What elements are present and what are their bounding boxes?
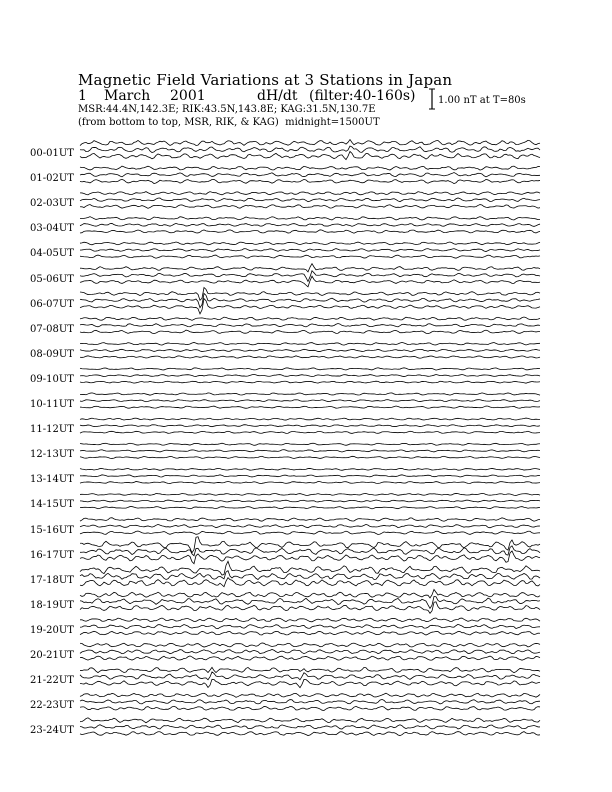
trace-kag-10-11UT (80, 393, 540, 395)
hour-label: 06-07UT (30, 298, 74, 310)
trace-kag-15-16UT (80, 518, 540, 522)
trace-rik-01-02UT (80, 173, 540, 177)
trace-kag-09-10UT (80, 368, 540, 370)
trace-rik-06-07UT (80, 293, 540, 307)
trace-kag-08-09UT (80, 342, 540, 345)
hour-label: 10-11UT (30, 399, 74, 410)
trace-msr-01-02UT (80, 179, 540, 183)
trace-msr-06-07UT (80, 299, 540, 314)
trace-rik-02-03UT (80, 198, 540, 202)
trace-rik-19-20UT (80, 624, 540, 628)
trace-msr-07-08UT (80, 330, 540, 334)
hour-label: 19-20UT (30, 624, 74, 636)
trace-rik-08-09UT (80, 349, 540, 351)
trace-msr-09-10UT (80, 381, 540, 383)
trace-kag-16-17UT (80, 537, 540, 553)
trace-rik-12-13UT (80, 450, 540, 452)
trace-kag-21-22UT (80, 667, 540, 672)
trace-rik-21-22UT (80, 672, 540, 680)
quantity-label: dH/dt (257, 88, 298, 104)
hour-label: 14-15UT (30, 499, 74, 511)
trace-rik-18-19UT (80, 596, 540, 608)
trace-rik-13-14UT (80, 475, 540, 477)
date-month: March (104, 88, 151, 104)
order-note: (from bottom to top, MSR, RIK, & KAG) (78, 117, 279, 128)
date-year: 2001 (170, 88, 206, 104)
trace-msr-08-09UT (80, 356, 540, 358)
trace-kag-00-01UT (80, 140, 540, 146)
trace-kag-12-13UT (80, 443, 540, 445)
trace-kag-07-08UT (80, 317, 540, 320)
hour-label: 11-12UT (30, 424, 74, 436)
hour-label: 20-21UT (30, 650, 74, 661)
hour-label: 23-24UT (30, 725, 74, 737)
trace-msr-22-23UT (80, 706, 540, 710)
trace-msr-10-11UT (80, 406, 540, 408)
trace-rik-03-04UT (80, 223, 540, 226)
hour-label: 21-22UT (30, 675, 74, 687)
trace-msr-17-18UT (80, 578, 540, 587)
trace-kag-19-20UT (80, 618, 540, 622)
trace-msr-04-05UT (80, 255, 540, 258)
trace-rik-10-11UT (80, 400, 540, 402)
station-coordinates: MSR:44.4N,142.3E; RIK:43.5N,143.8E; KAG:31.5N,130.7E (78, 104, 376, 115)
trace-kag-18-19UT (80, 589, 540, 597)
trace-msr-03-04UT (80, 230, 540, 233)
hour-label: 17-18UT (30, 574, 74, 586)
hour-label: 22-23UT (30, 700, 74, 712)
hour-label: 04-05UT (30, 248, 74, 260)
trace-msr-11-12UT (80, 431, 540, 433)
trace-kag-14-15UT (80, 493, 540, 495)
trace-msr-20-21UT (80, 656, 540, 660)
trace-msr-15-16UT (80, 531, 540, 534)
trace-msr-21-22UT (80, 679, 540, 687)
hour-label: 07-08UT (30, 323, 74, 335)
trace-msr-13-14UT (80, 481, 540, 483)
hour-label: 00-01UT (30, 148, 74, 159)
trace-msr-18-19UT (80, 602, 540, 613)
trace-rik-16-17UT (80, 546, 540, 556)
trace-rik-09-10UT (80, 374, 540, 376)
trace-kag-06-07UT (80, 288, 540, 301)
trace-rik-04-05UT (80, 249, 540, 252)
trace-kag-11-12UT (80, 418, 540, 420)
trace-kag-01-02UT (80, 166, 540, 170)
hour-label: 09-10UT (30, 373, 74, 385)
trace-kag-02-03UT (80, 192, 540, 195)
trace-msr-19-20UT (80, 631, 540, 635)
hour-label: 08-09UT (30, 348, 74, 360)
trace-kag-17-18UT (80, 561, 540, 575)
hour-label: 02-03UT (30, 198, 74, 210)
trace-kag-20-21UT (80, 643, 540, 647)
trace-rik-14-15UT (80, 500, 540, 502)
trace-rik-23-24UT (80, 725, 540, 729)
trace-kag-05-06UT (80, 264, 540, 272)
trace-kag-23-24UT (80, 718, 540, 723)
hour-label: 15-16UT (30, 524, 74, 536)
trace-msr-12-13UT (80, 456, 540, 458)
trace-msr-00-01UT (80, 151, 540, 159)
trace-rik-00-01UT (80, 146, 540, 152)
trace-kag-22-23UT (80, 693, 540, 697)
trace-msr-02-03UT (80, 205, 540, 209)
trace-msr-14-15UT (80, 507, 540, 509)
trace-rik-22-23UT (80, 699, 540, 703)
hour-label: 16-17UT (30, 549, 74, 561)
trace-msr-23-24UT (80, 732, 540, 736)
trace-rik-11-12UT (80, 425, 540, 427)
hour-label: 05-06UT (30, 273, 74, 285)
hour-label: 01-02UT (30, 173, 74, 185)
trace-rik-07-08UT (80, 324, 540, 327)
hour-label: 18-19UT (30, 599, 74, 611)
scale-label: 1.00 nT at T=80s (438, 95, 526, 106)
trace-kag-03-04UT (80, 217, 540, 220)
trace-kag-04-05UT (80, 242, 540, 245)
hour-label: 03-04UT (30, 223, 74, 235)
midnight-note: midnight=1500UT (285, 117, 380, 128)
hour-label: 12-13UT (30, 449, 74, 461)
chart-title: Magnetic Field Variations at 3 Stations in Japan (78, 71, 453, 89)
hour-label: 13-14UT (30, 474, 74, 486)
trace-rik-20-21UT (80, 649, 540, 653)
trace-kag-13-14UT (80, 468, 540, 470)
filter-label: (filter:40-160s) (309, 88, 416, 104)
date-day: 1 (78, 88, 87, 104)
trace-rik-15-16UT (80, 524, 540, 527)
